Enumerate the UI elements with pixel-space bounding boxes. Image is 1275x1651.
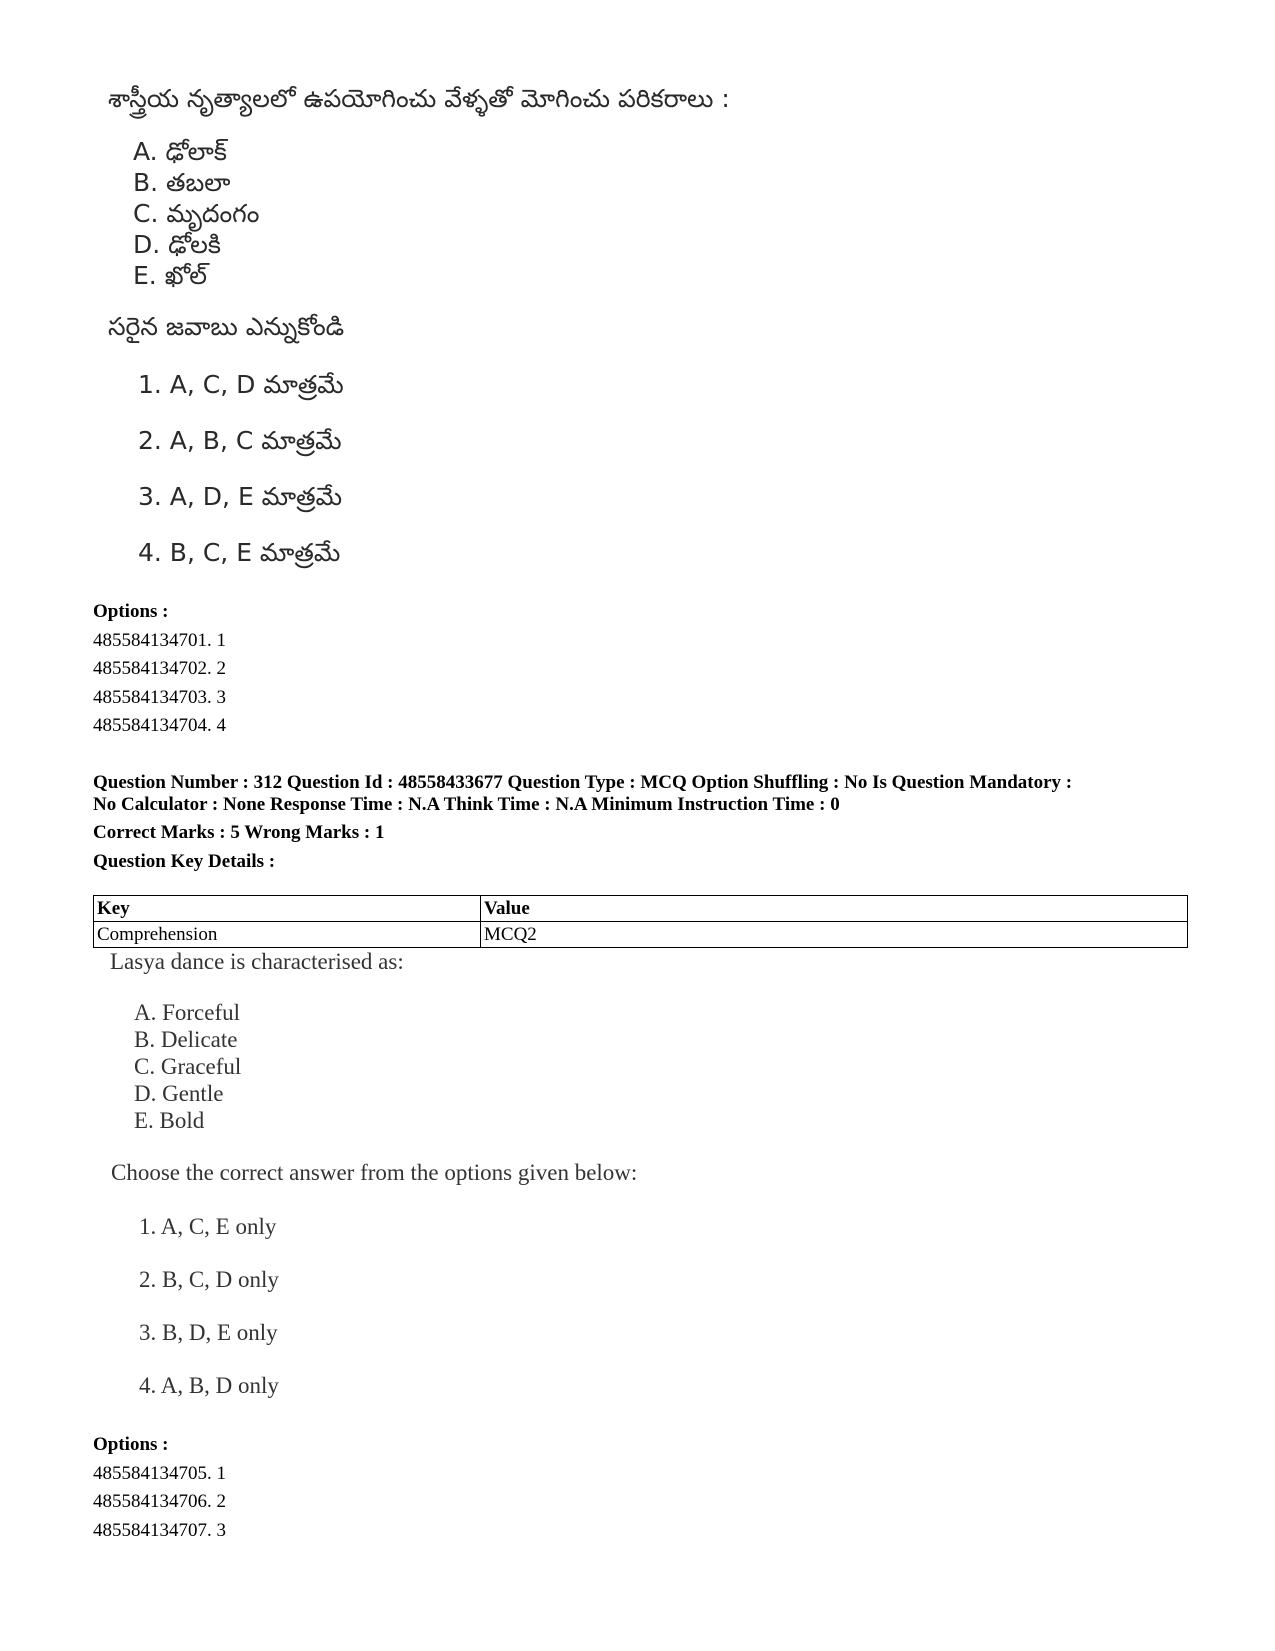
option-item: 485584134705. 1 <box>93 1462 226 1484</box>
question-stem: Lasya dance is characterised as: <box>110 949 404 974</box>
option-item: 485584134706. 2 <box>93 1491 226 1512</box>
statement-item: E. ఖోల్ <box>133 261 207 290</box>
answer-choice: 2. B, C, D only <box>139 1267 279 1292</box>
table-header-cell: Key <box>94 896 481 922</box>
answer-choice: 1. A, C, E only <box>139 1214 277 1239</box>
table-cell: Comprehension <box>94 922 481 948</box>
options-list <box>93 1431 226 1545</box>
table-cell: MCQ2 <box>481 922 1188 948</box>
options-heading: Options : <box>93 1434 169 1455</box>
statement-item: C. Graceful <box>134 1054 242 1079</box>
answer-choice: 4. B, C, E మాత్రమే <box>138 538 341 567</box>
answer-choice: 3. B, D, E only <box>139 1320 278 1345</box>
options-heading: Options : <box>93 601 169 622</box>
statement-item: E. Bold <box>134 1108 205 1133</box>
statement-item: A. ఢోలాక్ <box>133 137 227 166</box>
option-item: 485584134702. 2 <box>93 658 226 679</box>
answer-choice: 2. A, B, C మాత్రమే <box>138 426 342 455</box>
question-instruction: సరైన జవాబు ఎన్నుకోండి <box>108 312 345 341</box>
statement-item: D. ఢోలకి <box>133 230 221 259</box>
option-item: 485584134703. 3 <box>93 686 226 708</box>
question-instruction: Choose the correct answer from the options given below: <box>111 1160 638 1185</box>
question-meta-line: No Calculator : None Response Time : N.A Think Time : N.A Minimum Instruction Time : 0 <box>93 794 840 815</box>
option-item: 485584134707. 3 <box>93 1519 226 1541</box>
table-header-cell: Value <box>481 896 1188 922</box>
statement-item: D. Gentle <box>134 1081 224 1106</box>
answer-choice: 3. A, D, E మాత్రమే <box>138 482 343 511</box>
key-details-heading: Question Key Details : <box>93 851 276 872</box>
statement-item: B. తబలా <box>133 168 231 197</box>
answer-choice: 4. A, B, D only <box>139 1373 279 1398</box>
question-stem: శాస్త్రీయ నృత్యాలలో ఉపయోగించు వేళ్ళతో మోగించు పరికరాలు : <box>108 84 730 113</box>
statement-item: A. Forceful <box>134 1000 241 1025</box>
answer-choice: 1. A, C, D మాత్రమే <box>138 370 344 399</box>
option-item: 485584134701. 1 <box>93 629 226 651</box>
marks-line: Correct Marks : 5 Wrong Marks : 1 <box>93 822 385 843</box>
statement-item: B. Delicate <box>134 1027 238 1052</box>
statement-item: C. మృదంగం <box>133 199 260 228</box>
option-item: 485584134704. 4 <box>93 715 226 736</box>
question-meta-line: Question Number : 312 Question Id : 48558433677 Question Type : MCQ Option Shuffling : No Is Question Mandatory : <box>93 772 1073 793</box>
